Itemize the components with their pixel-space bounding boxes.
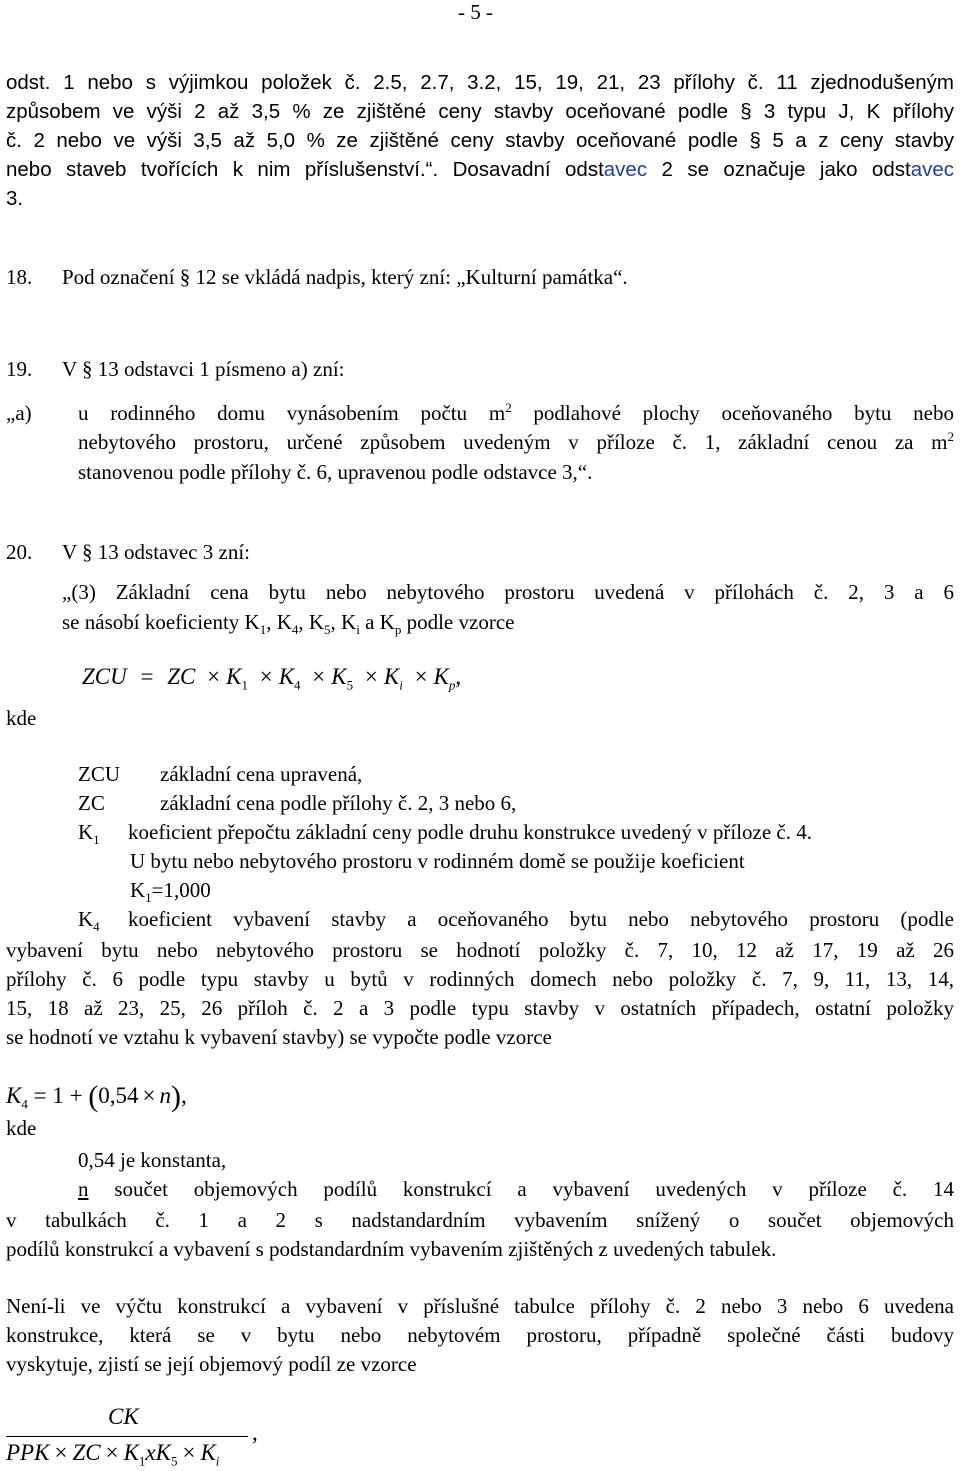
def-k1-symbol: $K_1$ bbox=[78, 820, 100, 848]
formula-zcu: ZCU = ZC × $K_1 \times K_4 \times K_5 \times K_i \times K_p$, bbox=[82, 664, 462, 693]
fraction-denominator: PPK × ZC × $K_1xK_5 \times K_i$ bbox=[6, 1440, 220, 1469]
text-line: odst. 1 nebo s výjimkou položek č. 2.5, 2.7, 3.2, 15, 19, 21, 23 přílohy č. 11 zjednodušeným bbox=[6, 71, 954, 94]
page-number: - 5 - bbox=[458, 0, 493, 24]
def-k4-line-2: vybavení bytu nebo nebytového prostoru se hodnotí položky č. 7, 10, 12 až 17, 19 až 26 bbox=[6, 938, 954, 962]
def-k4-line-4: 15, 18 až 23, 25, 26 příloh č. 2 a 3 podle typu stavby v ostatních případech, ostatní položky bbox=[6, 996, 954, 1020]
item-19-label: „a) bbox=[6, 401, 32, 425]
text-line: způsobem ve výši 2 až 3,5 % ze zjištěné ceny stavby oceňované podle § 3 typu J, K přílohy bbox=[6, 100, 954, 123]
item-19-line-3: stanovenou podle přílohy č. 6, upravenou podle odstavce 3,“. bbox=[78, 460, 593, 484]
text-line: č. 2 nebo ve výši 3,5 až 5,0 % ze zjištěné ceny stavby oceňované podle § 5 a z ceny stavby bbox=[6, 129, 954, 152]
item-19-line-2: nebytového prostoru, určené způsobem uvedeným v příloze č. 1, základní cenou za $m^2$ bbox=[78, 429, 954, 454]
def-k1-text: koeficient přepočtu základní ceny podle druhu konstrukce uvedený v příloze č. 4. bbox=[128, 820, 813, 844]
formula-k4: $K_4 = 1 + (0,54 \times n)$, bbox=[6, 1080, 187, 1113]
item-19-line-1: u rodinného domu vynásobením počtu $m^2$ podlahové plochy oceňovaného bytu nebo bbox=[78, 400, 954, 425]
n-definition-line-2: v tabulkách č. 1 a 2 s nadstandardním vybavením snížený o součet objemových bbox=[6, 1208, 954, 1232]
text-line: nebo staveb tvořících k nim příslušenství.“. Dosavadní odstavec 2 se označuje jako odstavec bbox=[6, 158, 954, 181]
def-k1-line-3: $K_1=1,000$ bbox=[130, 878, 211, 906]
def-k4-line-5: se hodnotí ve vztahu k vybavení stavby) se vypočte podle vzorce bbox=[6, 1025, 552, 1049]
def-zc-text: základní cena podle přílohy č. 2, 3 nebo 6, bbox=[160, 791, 517, 815]
constant-definition: 0,54 je konstanta, bbox=[78, 1148, 227, 1172]
def-zc-symbol: ZC bbox=[78, 791, 105, 815]
fraction-bar bbox=[6, 1436, 248, 1437]
item-20-line-2: se násobí koeficienty $K_1$, $K_4$, $K_5$, $K_i$ a $K_p$ podle vzorce bbox=[62, 610, 515, 638]
kde-label: kde bbox=[6, 706, 37, 730]
n-definition-line-1: n součet objemových podílů konstrukcí a vybavení uvedených v příloze č. 14 bbox=[78, 1177, 954, 1201]
def-zcu-text: základní cena upravená, bbox=[160, 762, 363, 786]
def-k4-symbol: $K_4$ bbox=[78, 907, 100, 935]
kde-label: kde bbox=[6, 1116, 37, 1140]
fraction-comma: , bbox=[252, 1420, 258, 1445]
text-line: Není-li ve výčtu konstrukcí a vybavení v příslušné tabulce přílohy č. 2 nebo 3 nebo 6 uvedena bbox=[6, 1294, 954, 1318]
fraction-numerator: CK bbox=[108, 1404, 139, 1429]
def-zcu-symbol: ZCU bbox=[78, 762, 120, 786]
item-18-number: 18. bbox=[6, 265, 33, 289]
item-20-line-1: „(3) Základní cena bytu nebo nebytového prostoru uvedená v přílohách č. 2, 3 a 6 bbox=[62, 580, 954, 604]
item-19-intro: V § 13 odstavci 1 písmeno a) zní: bbox=[62, 357, 345, 381]
text-line: konstrukce, která se v bytu nebo nebytovém prostoru, případně společné části budovy bbox=[6, 1323, 954, 1347]
text-line: vyskytuje, zjistí se její objemový podíl ze vzorce bbox=[6, 1352, 417, 1376]
item-19-number: 19. bbox=[6, 357, 33, 381]
def-k1-line-2: U bytu nebo nebytového prostoru v rodinném domě se použije koeficient bbox=[130, 849, 745, 873]
item-20-number: 20. bbox=[6, 540, 33, 564]
def-k4-line-3: přílohy č. 6 podle typu stavby u bytů v rodinných domech nebo položky č. 7, 9, 11, 13, 14, bbox=[6, 967, 954, 991]
n-definition-line-3: podílů konstrukcí a vybavení s podstandardním vybavením zjištěných z uvedených tabulek. bbox=[6, 1237, 777, 1261]
item-20-intro: V § 13 odstavec 3 zní: bbox=[62, 540, 250, 564]
text-line: 3. bbox=[6, 187, 24, 210]
item-18-text: Pod označení § 12 se vkládá nadpis, který zní: „Kulturní památka“. bbox=[62, 265, 628, 289]
def-k4-text: koeficient vybavení stavby a oceňovaného bytu nebo nebytového prostoru (podle bbox=[128, 907, 954, 931]
